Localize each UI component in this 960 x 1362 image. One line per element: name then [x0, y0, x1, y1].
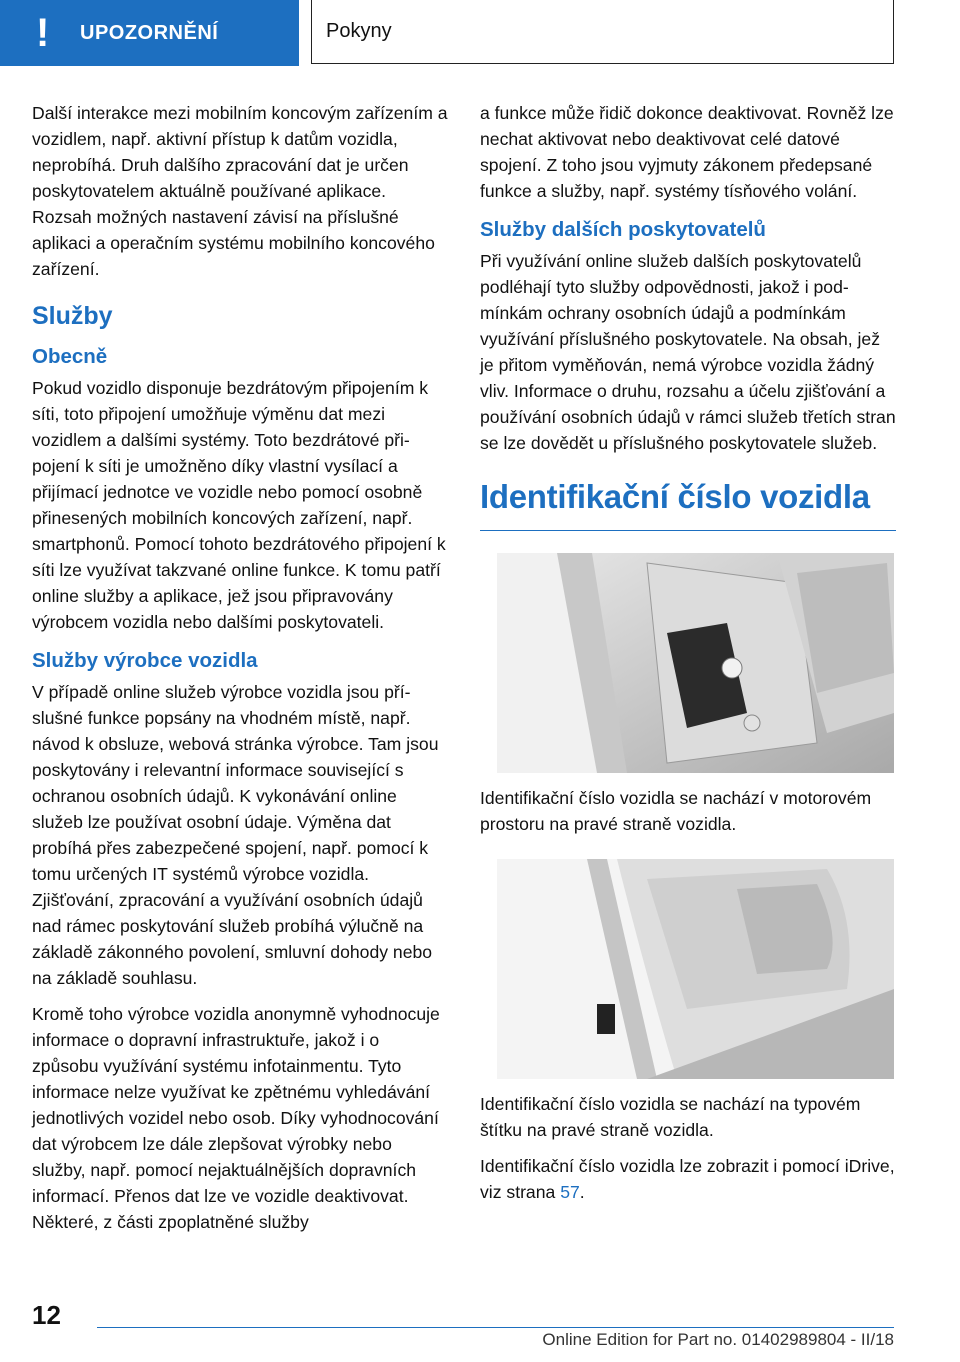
- page-number: 12: [32, 1300, 61, 1330]
- page-reference-link[interactable]: 57: [560, 1182, 580, 1202]
- type-plate-photo: [497, 859, 894, 1079]
- engine-bay-caption: Identifikační číslo vozidla se nachází v motorovém prostoru na pravé straně vozidla.: [480, 788, 872, 834]
- third-party-paragraph: Při využívání online služeb dalších poskytovatelů podléhají tyto služby odpovědnosti, jakož i podmínkám ochrany osobních údajů a podmínkám využívání příslušného poskytovatele. Na obsah, jež je přitom vyměňován, nemá výrobce vozidla žádný vliv. Informace o druhu, rozsahu a účelu zjišťování a používání osobních údajů v rámci služeb třetích stran se lze dovědět u příslušného poskytovatele služeb.: [480, 251, 896, 453]
- intro-paragraph: Další interakce mezi mobilním koncovým zařízením a vozidlem, např. aktivní přístup k datům vozidla, neprobíhá. Druh dalšího zpracování dat je určen poskytovatelem aktuálně používané aplikace. Rozsah možných nastavení závisí na příslušné aplikaci a operačním systému mobilního koncového zařízení.: [32, 103, 448, 279]
- right-column: [480, 100, 896, 1215]
- edition-footer: Online Edition for Part no. 01402989804 - II/18: [542, 1330, 894, 1349]
- vin-heading: Identifikační číslo vozidla: [480, 478, 896, 531]
- chapter-tab: [311, 0, 894, 64]
- third-party-heading: Služby dalších poskytovatelů: [480, 218, 766, 241]
- idrive-paragraph: [480, 1153, 896, 1205]
- idrive-text-end: .: [579, 1182, 585, 1202]
- manufacturer-paragraph-1: V případě online služeb výrobce vozidla jsou příslušné funkce popsány na vhodném místě, např. návod k obsluze, webová stránka výrobce. Tam jsou poskytovány i relevantní informace související s ochranou osobních údajů. K vykonávání online služeb lze používat osobní údaje. Výměna dat probíhá přes zabezpečené spojení, např. pomocí k tomu určených IT systémů výrobce vozidla. Zjišťování, zpracování a využívání osobních údajů nad rámec poskytování služeb probíhá výlučně na základě zákonného povolení, smluvní dohody nebo na základě souhlasu.: [32, 682, 439, 988]
- left-column: [32, 100, 448, 1245]
- manufacturer-services-heading: Služby výrobce vozidla: [32, 649, 258, 672]
- engine-bay-photo: [497, 553, 894, 773]
- footer-divider: [97, 1327, 894, 1328]
- general-paragraph: Pokud vozidlo disponuje bezdrátovým připojením k síti, toto připojení umožňuje výměnu dat mezi vozidlem a dalšími systémy. Toto bezdrátové připojení k síti je umožněno díky vlastní vysílací a přijímací jednotce ve vozidle nebo pomocí osobně přinesených mobilních koncových zařízení, např. smartphonů. Pomocí tohoto bezdrátového připojení k síti lze využívat takzvané online funkce. K tomu patří online služby a aplikace, jež jsou připravovány výrobcem vozidla nebo dalšími poskytovateli.: [32, 378, 446, 632]
- general-heading: Obecně: [32, 345, 108, 368]
- type-plate-caption: Identifikační číslo vozidla se nachází na typovém štítku na pravé straně vozidla.: [480, 1094, 861, 1140]
- chapter-label: Pokyny: [326, 20, 392, 42]
- exclamation-icon: !: [36, 10, 50, 55]
- section-label: UPOZORNĚNÍ: [80, 21, 219, 44]
- idrive-text: Identifikační číslo vozidla lze zobrazit i pomocí iDrive, viz strana: [480, 1156, 895, 1202]
- services-heading: Služby: [32, 302, 113, 330]
- section-tab: [0, 0, 299, 66]
- continued-paragraph: a funkce může řidič dokonce deaktivovat. Rovněž lze nechat aktivovat nebo deaktivovat celé datové spojení. Z toho jsou vyjmuty zákonem předepsané funkce a služby, např. systémy tísňového volání.: [480, 103, 894, 201]
- manufacturer-paragraph-2: Kromě toho výrobce vozidla anonymně vyhodnocuje informace o dopravní infrastruktuře, jakož i o způsobu využívání systému infotainmentu. Tyto informace nelze využívat ke zpětnému vyhledávání jednotlivých vozidel nebo osob. Díky vyhodnocování dat výrobcem lze dále zlepšovat výrobky nebo služby, např. pomocí nejaktuálnějších dopravních informací. Přenos dat lze ve vozidle deaktivovat. Některé, z části zpoplatněné služby: [32, 1004, 440, 1232]
